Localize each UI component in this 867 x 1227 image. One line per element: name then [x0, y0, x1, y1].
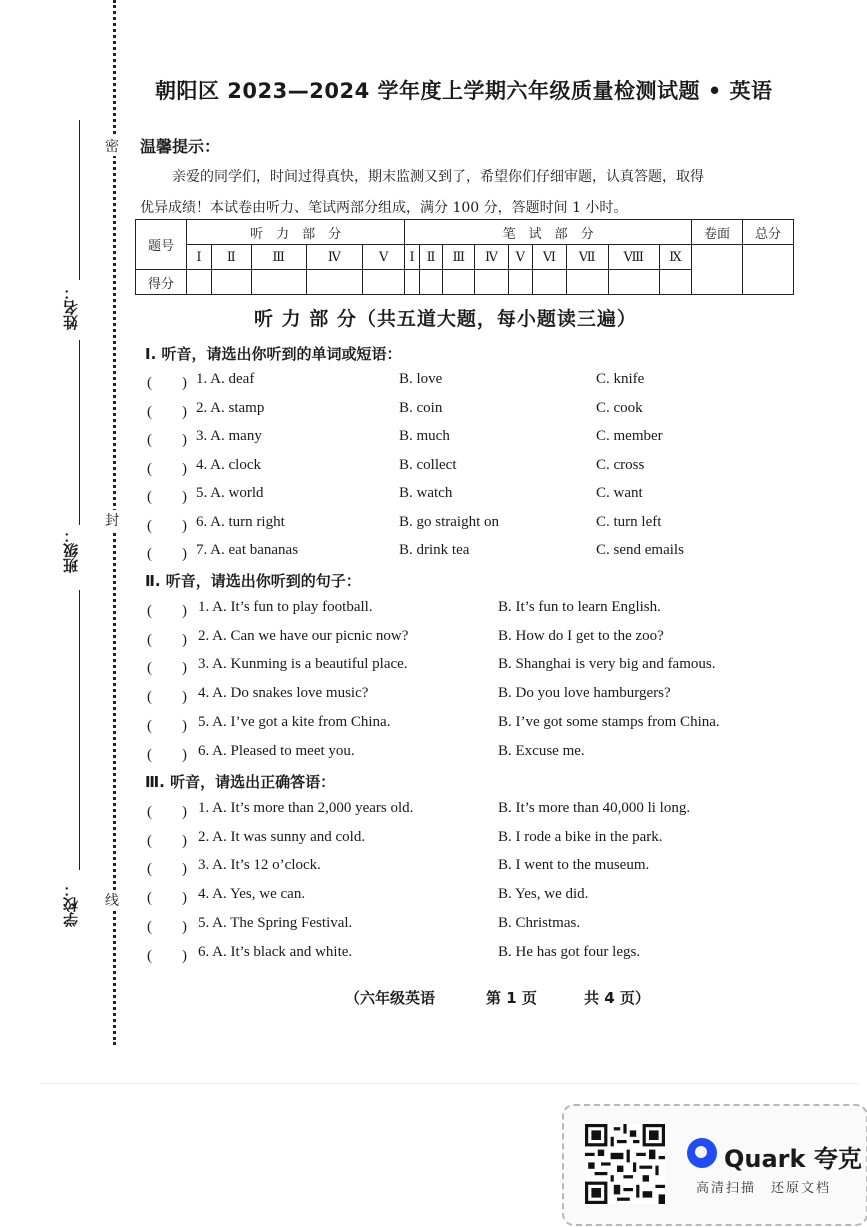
- option-b: B. Shanghai is very big and famous.: [498, 656, 716, 673]
- answer-blank[interactable]: ( ): [147, 517, 187, 534]
- score-cell[interactable]: [608, 270, 659, 295]
- option-a: 1. A. It’s more than 2,000 years old.: [198, 800, 414, 816]
- score-cell[interactable]: [211, 270, 251, 295]
- answer-blank[interactable]: ( ): [147, 890, 187, 907]
- score-cell[interactable]: [306, 270, 363, 295]
- score-table-score-label: 得分: [136, 270, 187, 295]
- school-label: 学校：: [62, 882, 80, 927]
- class-line: [79, 340, 80, 525]
- score-cell[interactable]: [419, 270, 442, 295]
- score-col-writing-6: Ⅵ: [533, 245, 566, 270]
- option-b: B. I’ve got some stamps from China.: [498, 713, 720, 730]
- score-col-writing-5: Ⅴ: [508, 245, 533, 270]
- seal-char-feng: 封: [105, 510, 119, 530]
- score-table-no-label: 题号: [136, 220, 187, 270]
- score-col-writing-1: Ⅰ: [405, 245, 420, 270]
- answer-blank[interactable]: ( ): [147, 375, 187, 391]
- answer-blank[interactable]: ( ): [147, 432, 187, 448]
- option-b: B. Christmas.: [498, 914, 581, 931]
- option-a: 3. A. Kunming is a beautiful place.: [198, 656, 408, 673]
- option-b: B. Do you love hamburgers?: [498, 685, 671, 702]
- name-line: [79, 120, 80, 280]
- answer-blank[interactable]: ( ): [147, 689, 187, 706]
- answer-blank[interactable]: ( ): [147, 403, 187, 420]
- answer-blank[interactable]: ( ): [147, 832, 187, 849]
- tips-heading: 温馨提示：: [140, 137, 221, 156]
- answer-blank[interactable]: ( ): [147, 717, 187, 734]
- option-b: B. coin: [399, 399, 443, 416]
- option-a: 2. A. It was sunny and cold.: [198, 828, 366, 845]
- answer-blank[interactable]: ( ): [147, 861, 187, 878]
- option-a: 6. A. Pleased to meet you.: [198, 742, 355, 759]
- option-c: C. send emails: [596, 542, 684, 558]
- listening-section-title: 听 力 部 分（共五道大题，每小题读三遍）: [254, 308, 637, 330]
- option-b: B. How do I get to the zoo?: [498, 627, 664, 644]
- score-cell[interactable]: [363, 270, 405, 295]
- score-table: [135, 219, 794, 295]
- answer-blank[interactable]: ( ): [147, 947, 187, 964]
- option-b: B. I rode a bike in the park.: [498, 828, 663, 845]
- option-a: 4. A. Do snakes love music?: [198, 685, 369, 702]
- option-a: 3. A. many: [196, 428, 262, 444]
- score-cell[interactable]: [508, 270, 533, 295]
- option-b: B. Excuse me.: [498, 742, 585, 759]
- answer-blank[interactable]: ( ): [147, 460, 187, 477]
- tips-line-1: 亲爱的同学们，时间过得真快，期末监测又到了，希望你们仔细审题，认真答题，取得: [172, 169, 704, 185]
- part2-heading: Ⅱ. 听音，请选出你听到的句子：: [145, 572, 361, 590]
- score-cell[interactable]: [566, 270, 608, 295]
- answer-blank[interactable]: ( ): [147, 546, 187, 562]
- option-b: B. much: [399, 428, 450, 444]
- option-b: B. go straight on: [399, 513, 499, 530]
- exam-title: 朝阳区 2023—2024 学年度上学期六年级质量检测试题 • 英语: [155, 79, 773, 103]
- score-table-total-header: 总分: [743, 220, 794, 245]
- option-a: 5. A. I’ve got a kite from China.: [198, 713, 391, 730]
- option-a: 2. A. Can we have our picnic now?: [198, 627, 409, 644]
- score-col-writing-4: Ⅳ: [475, 245, 508, 270]
- score-col-writing-9: Ⅸ: [659, 245, 691, 270]
- answer-blank[interactable]: ( ): [147, 660, 187, 677]
- score-cell[interactable]: [187, 270, 212, 295]
- score-col-writing-7: Ⅶ: [566, 245, 608, 270]
- option-a: 5. A. world: [196, 485, 264, 501]
- score-col-listening-3: Ⅲ: [251, 245, 306, 270]
- option-a: 3. A. It’s 12 o’clock.: [198, 857, 321, 874]
- option-c: C. turn left: [596, 513, 662, 530]
- option-b: B. love: [399, 371, 443, 387]
- option-c: C. cross: [596, 456, 645, 473]
- part3-heading: Ⅲ. 听音，请选出正确答语：: [145, 773, 336, 791]
- option-a: 7. A. eat bananas: [196, 542, 299, 558]
- option-b: B. Yes, we did.: [498, 886, 589, 903]
- answer-blank[interactable]: ( ): [147, 746, 187, 763]
- score-cell[interactable]: [251, 270, 306, 295]
- footer-subject: （六年级英语: [345, 989, 436, 1007]
- score-col-listening-4: Ⅳ: [306, 245, 363, 270]
- class-label: 班级：: [62, 528, 80, 573]
- footer-page: 第 1 页: [486, 989, 537, 1007]
- part1-heading: Ⅰ. 听音，请选出你听到的单词或短语：: [145, 345, 402, 363]
- option-a: 5. A. The Spring Festival.: [198, 914, 353, 931]
- option-b: B. He has got four legs.: [498, 943, 641, 960]
- qr-code-icon: [585, 1124, 665, 1204]
- answer-blank[interactable]: ( ): [147, 918, 187, 935]
- score-cell[interactable]: [405, 270, 420, 295]
- option-a: 1. A. deaf: [196, 371, 255, 387]
- option-a: 2. A. stamp: [196, 399, 265, 416]
- score-col-writing-2: Ⅱ: [419, 245, 442, 270]
- score-cell[interactable]: [533, 270, 566, 295]
- answer-blank[interactable]: ( ): [147, 489, 187, 505]
- option-b: B. It’s more than 40,000 li long.: [498, 800, 691, 816]
- option-a: 6. A. turn right: [196, 513, 285, 530]
- option-a: 4. A. Yes, we can.: [198, 886, 306, 903]
- seal-char-xian: 线: [105, 890, 119, 910]
- seal-char-mi: 密: [105, 136, 119, 156]
- option-b: B. It’s fun to learn English.: [498, 599, 661, 615]
- option-b: B. drink tea: [399, 542, 470, 558]
- score-cell[interactable]: [659, 270, 691, 295]
- tips-line-2: 优异成绩！本试卷由听力、笔试两部分组成，满分 100 分，答题时间 1 小时。: [140, 200, 628, 216]
- option-c: C. member: [596, 428, 663, 444]
- option-a: 4. A. clock: [196, 456, 261, 473]
- option-b: B. collect: [399, 456, 457, 473]
- footer-total: 共 4 页）: [584, 989, 650, 1007]
- score-col-listening-5: Ⅴ: [363, 245, 405, 270]
- score-paper-cell[interactable]: [692, 245, 743, 295]
- name-label: 姓名：: [62, 285, 80, 330]
- answer-blank[interactable]: ( ): [147, 804, 187, 820]
- score-table-writing-header: 笔 试 部 分: [405, 220, 692, 245]
- score-cell[interactable]: [475, 270, 508, 295]
- school-line: [79, 590, 80, 870]
- option-c: C. cook: [596, 399, 643, 416]
- answer-blank[interactable]: ( ): [147, 631, 187, 648]
- quark-logo-icon: [687, 1138, 717, 1168]
- score-total-cell[interactable]: [743, 245, 794, 295]
- option-c: C. knife: [596, 371, 645, 387]
- answer-blank[interactable]: ( ): [147, 603, 187, 619]
- score-table-paper-header: 卷面: [692, 220, 743, 245]
- quark-tagline: 高清扫描 还原文档: [696, 1181, 832, 1196]
- quark-brand: Quark 夸克: [724, 1145, 862, 1173]
- option-b: B. watch: [399, 485, 453, 501]
- option-b: B. I went to the museum.: [498, 857, 650, 874]
- option-c: C. want: [596, 485, 643, 501]
- score-col-writing-8: Ⅷ: [608, 245, 659, 270]
- score-col-listening-1: Ⅰ: [187, 245, 212, 270]
- page-edge: [40, 1083, 860, 1084]
- score-table-listening-header: 听 力 部 分: [187, 220, 405, 245]
- score-col-listening-2: Ⅱ: [211, 245, 251, 270]
- score-cell[interactable]: [443, 270, 475, 295]
- option-a: 6. A. It’s black and white.: [198, 943, 353, 960]
- option-a: 1. A. It’s fun to play football.: [198, 599, 373, 615]
- score-col-writing-3: Ⅲ: [443, 245, 475, 270]
